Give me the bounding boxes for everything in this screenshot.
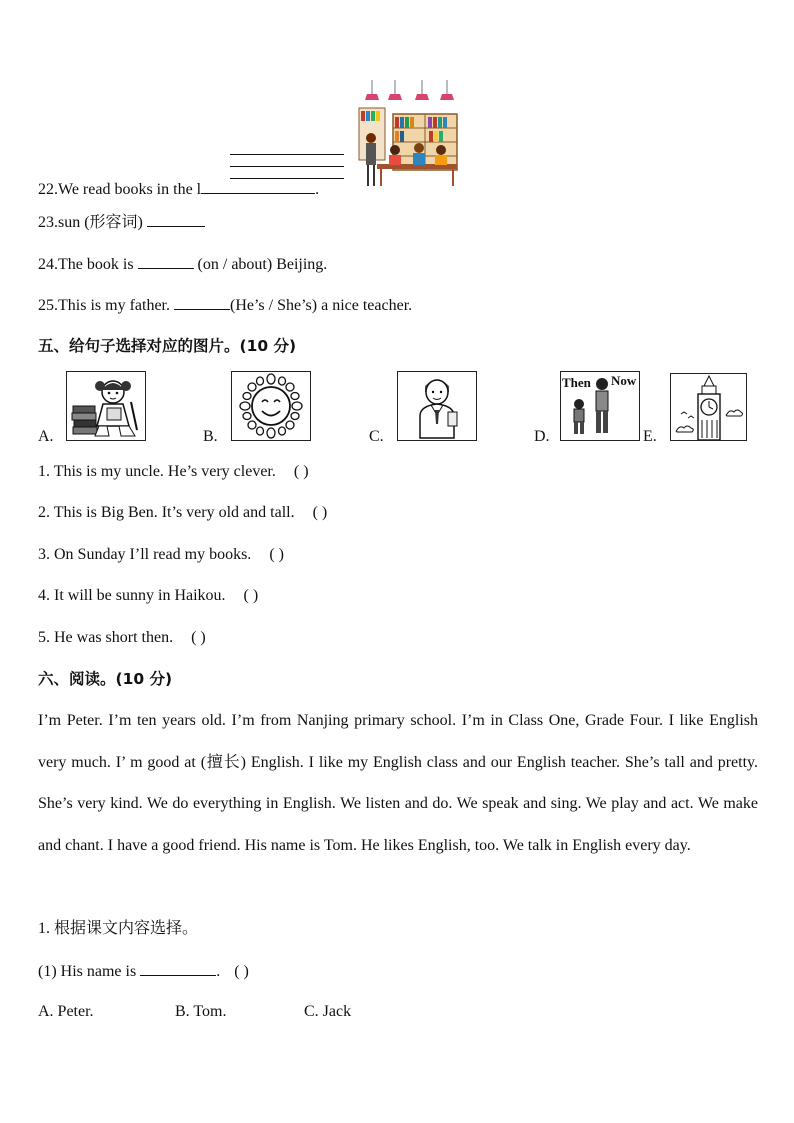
picture-b — [231, 371, 311, 441]
answer-paren[interactable]: ( ) — [243, 587, 259, 604]
q1-option-c[interactable]: C. Jack — [304, 1003, 352, 1020]
answer-paren[interactable]: ( ) — [191, 629, 206, 646]
q25-blank[interactable] — [174, 295, 230, 310]
q1-blank[interactable] — [140, 961, 216, 976]
section-5-title: 五、给句子选择对应的图片。(10 分) — [38, 337, 297, 355]
picture-label-e: E. — [643, 428, 657, 445]
teacher-man-icon — [398, 372, 476, 440]
then-label: Then — [562, 375, 591, 390]
answer-paren[interactable]: ( ) — [312, 504, 328, 521]
reading-passage: I’m Peter. I’m ten years old. I’m from Nanjing primary school. I’m in Class One, Grade Four. I like English very much. I’ m good at (擅长) English. I like my English class and our English teacher. She’s tall and pretty. She’s very kind. We do everything in English. We listen and do. We speak and sing. We play and act. We make and chant. I have a good friend. His name is Tom. He likes English, too. We talk in English every day. — [38, 712, 758, 854]
now-label: Now — [611, 373, 637, 388]
q25-before: 25.This is my father. — [38, 297, 170, 314]
picture-a — [66, 371, 146, 441]
s5-item-1: 1. This is my uncle. He’s very clever. ( ) — [38, 463, 309, 480]
question-22 — [38, 179, 319, 200]
answer-paren[interactable]: ( ) — [269, 546, 284, 563]
picture-label-c: C. — [369, 428, 384, 445]
s5-item-5: 5. He was short then. ( ) — [38, 629, 206, 646]
question-25 — [38, 295, 412, 316]
library-icon — [357, 80, 459, 188]
q22-answer-lines — [230, 154, 344, 179]
q23-blank[interactable] — [147, 212, 205, 227]
answer-paren[interactable]: ( ) — [234, 963, 249, 980]
picture-label-b: B. — [203, 428, 218, 445]
reading-question-intro: 1. 根据课文内容选择。 — [38, 920, 199, 937]
picture-e — [670, 373, 747, 441]
q1-option-b[interactable]: B. Tom. — [175, 1003, 227, 1020]
q22-text: 22.We read books in the l — [38, 181, 202, 198]
q1-option-a[interactable]: A. Peter. — [38, 1003, 94, 1020]
question-23 — [38, 212, 205, 233]
q23-text: 23.sun (形容词) — [38, 214, 143, 231]
s5-item-4: 4. It will be sunny in Haikou. ( ) — [38, 587, 259, 604]
question-24 — [38, 254, 327, 275]
big-ben-icon — [671, 374, 746, 440]
q22-end: . — [315, 181, 320, 198]
section-6-title: 六、阅读。(10 分) — [38, 670, 173, 688]
answer-paren[interactable]: ( ) — [293, 463, 309, 480]
q22-blank[interactable] — [201, 179, 315, 194]
q24-blank[interactable] — [138, 254, 194, 269]
picture-d — [560, 371, 640, 441]
girl-reading-books-icon — [67, 372, 145, 440]
picture-c — [397, 371, 477, 441]
reading-question-1: (1) His name is . ( ) — [38, 963, 249, 980]
smiling-sun-icon — [232, 372, 310, 440]
s5-item-2: 2. This is Big Ben. It’s very old and tall. ( ) — [38, 504, 328, 521]
picture-label-d: D. — [534, 428, 550, 445]
picture-label-a: A. — [38, 428, 54, 445]
q25-after: (He’s / She’s) a nice teacher. — [229, 297, 413, 314]
q24-after: (on / about) Beijing. — [197, 256, 328, 273]
q24-before: 24.The book is — [38, 256, 134, 273]
s5-item-3: 3. On Sunday I’ll read my books. ( ) — [38, 546, 284, 563]
